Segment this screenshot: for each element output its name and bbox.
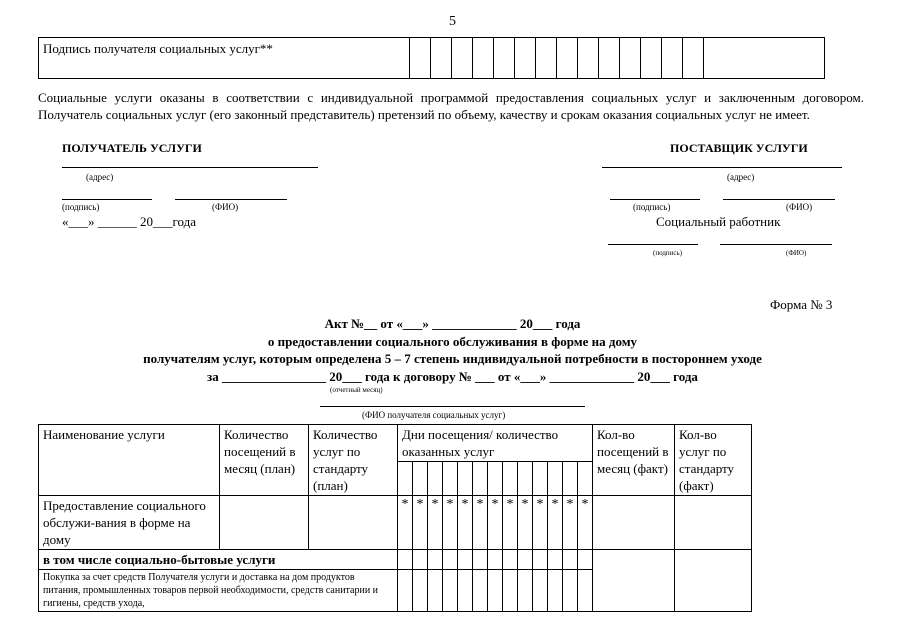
row-subcategory: в том числе социально-бытовые услуги (39, 550, 398, 570)
page-number: 5 (449, 14, 456, 29)
act-recipients: получателям услуг, которым определена 5 – 7 степень индивидуальной потребности в постороннем уходе (143, 351, 762, 366)
signature-table (38, 37, 825, 79)
header-services-plan: Количество услуг по стандарту (план) (309, 425, 398, 496)
social-worker-fio-label: (ФИО) (786, 249, 807, 257)
act-subtitle: о предоставлении социального обслуживания в форме на дому (267, 334, 638, 349)
fio-note: (ФИО получателя социальных услуг) (362, 410, 506, 420)
period-note: (отчетный месяц) (330, 386, 383, 394)
social-worker-label: Социальный работник (656, 214, 781, 229)
confirmation-paragraph: Социальные услуги оказаны в соответствии с индивидуальной программой предоставления социальных услуг и заключенным договором. Получатель социальных услуг (его законный представитель) претензий по объему, качеству и срокам оказания социальных услуг не имеет. (38, 90, 864, 122)
social-worker-signature-label: (подпись) (653, 249, 683, 257)
recipient-signature-label: (подпись) (62, 202, 100, 212)
signature-label: Подпись получателя социальных услуг** (39, 38, 410, 79)
recipient-fio-label: (ФИО) (212, 202, 239, 212)
services-table (38, 424, 752, 612)
header-days: Дни посещения/ количество оказанных услуг (398, 425, 593, 462)
provider-fio-label: (ФИО) (786, 202, 813, 212)
table-row: Предоставление социального обслужи-вания в форме на дому * * * * * * * * * * * * * (39, 496, 752, 550)
recipient-heading: ПОЛУЧАТЕЛЬ УСЛУГИ (62, 141, 202, 155)
provider-signature-label: (подпись) (633, 202, 671, 212)
row-service: Предоставление социального обслужи-вания в форме на дому (39, 496, 220, 550)
table-row (39, 550, 752, 570)
header-service: Наименование услуги (39, 425, 220, 496)
recipient-address-label: (адрес) (86, 172, 114, 182)
header-visits-fact: Кол-во посещений в месяц (факт) (593, 425, 675, 496)
form-number: Форма № 3 (770, 297, 833, 312)
row-service: Покупка за счет средств Получателя услуги и доставка на дом продуктов питания, промышленных товаров первой необходимости, средств санитарии и гигиены, средств ухода, (39, 570, 398, 612)
recipient-date: «___» ______ 20___года (62, 214, 197, 229)
provider-heading: ПОСТАВЩИК УСЛУГИ (670, 141, 808, 155)
header-services-fact: Кол-во услуг по стандарту (факт) (675, 425, 752, 496)
header-visits-plan: Количество посещений в месяц (план) (220, 425, 309, 496)
act-period: за ________________ 20___ года к договору № ___ от «___» _____________ 20___ года (207, 369, 698, 384)
act-title: Акт №__ от «___» _____________ 20___ года (324, 316, 581, 331)
provider-address-label: (адрес) (727, 172, 755, 182)
